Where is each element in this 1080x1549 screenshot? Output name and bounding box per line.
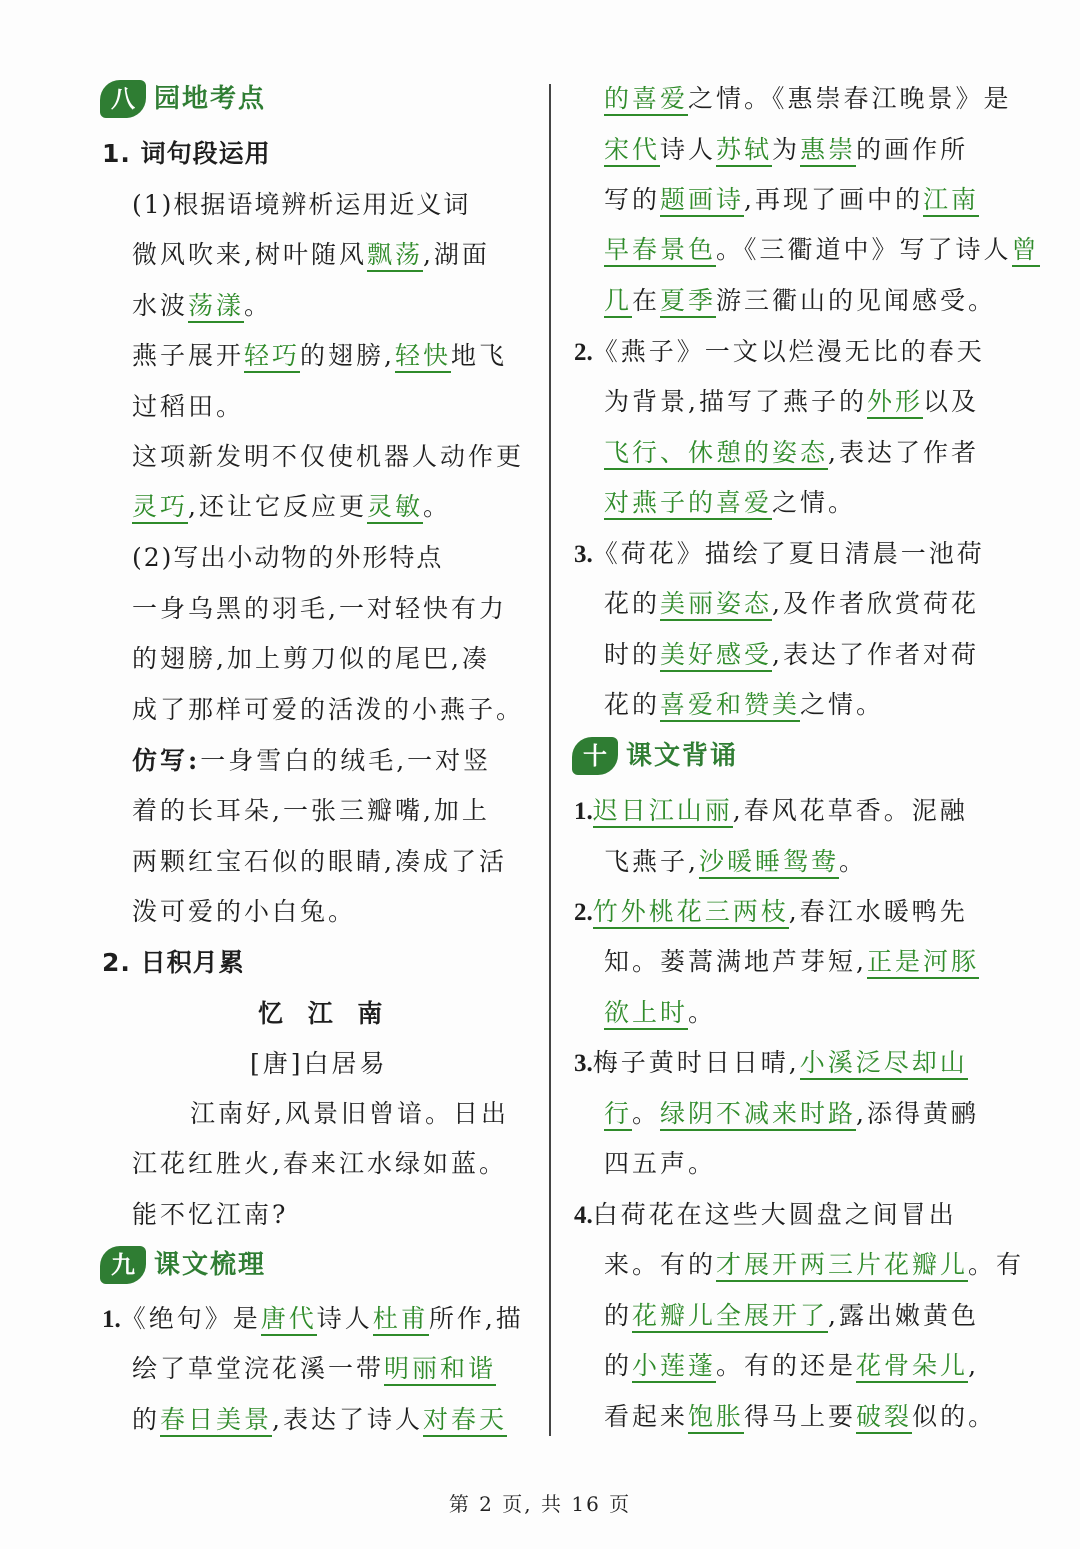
answer-text: 花骨朵儿	[856, 1351, 968, 1383]
text-span: 所作,描	[428, 1304, 524, 1333]
text-span: 之情。	[772, 488, 857, 517]
answer-text: 飘荡	[367, 240, 423, 272]
text-line	[604, 1097, 979, 1131]
text-line	[604, 1349, 979, 1383]
answer-text: 对燕子的喜爱	[604, 488, 772, 520]
text-line: 成了那样可爱的活泼的小燕子。	[132, 695, 525, 724]
poem-line: 江南好,风景旧曾谙。日出	[190, 1099, 509, 1128]
text-line	[604, 233, 1040, 267]
answer-text: 明丽和谐	[384, 1354, 496, 1386]
text-span: ,春江水暖鸭先	[788, 897, 968, 926]
text-span: 的	[132, 1405, 161, 1434]
text-line: 过稻田。	[132, 392, 245, 421]
answer-text: 行	[604, 1099, 632, 1131]
text-span: ,表达了作者对荷	[772, 640, 979, 669]
text-line	[604, 133, 968, 167]
text-line	[102, 1302, 524, 1336]
poem-line: 能不忆江南?	[132, 1200, 289, 1229]
answer-text: 竹外桃花三两枝	[593, 897, 789, 929]
answer-text: 唐代	[261, 1304, 317, 1336]
text-line	[604, 1299, 979, 1333]
column-divider	[549, 84, 551, 1436]
subheading: (2)写出小动物的外形特点	[132, 543, 444, 572]
answer-text: 早春景色	[604, 235, 716, 267]
text-line	[574, 335, 985, 369]
answer-text: 飞行、休憩的姿态	[604, 438, 828, 470]
section-title-9: 课文梳理	[154, 1250, 267, 1280]
text-line	[604, 587, 979, 621]
text-span: 时的	[604, 640, 661, 669]
text-span: ,湖面	[422, 240, 490, 269]
answer-text: 外形	[867, 387, 923, 419]
text-span: 《绝句》是	[120, 1304, 261, 1333]
section-badge-8: 八	[100, 80, 146, 118]
answer-text: 破裂	[856, 1402, 912, 1434]
answer-text: 轻巧	[244, 341, 300, 373]
text-line	[132, 339, 507, 373]
answer-text: 喜爱和赞美	[660, 690, 800, 722]
answer-text: 花瓣儿全展开了	[632, 1301, 828, 1333]
answer-text: 宋代	[604, 135, 660, 167]
text-span: 。	[422, 492, 451, 521]
text-line	[132, 744, 491, 778]
section-badge-9: 九	[100, 1246, 146, 1284]
text-line	[604, 845, 867, 879]
text-span: 。有的还是	[716, 1351, 857, 1380]
text-line	[604, 1400, 996, 1434]
text-span: 微风吹来,树叶随风	[132, 240, 367, 269]
item-number: 1.	[102, 1306, 121, 1333]
text-line	[604, 688, 884, 722]
text-line	[574, 1046, 968, 1080]
text-span: 。《三衢道中》写了诗人	[716, 235, 1012, 264]
text-span: 。	[244, 291, 273, 320]
question-title: 1. 词句段运用	[102, 139, 271, 168]
text-line	[604, 996, 716, 1030]
text-line: 着的长耳朵,一张三瓣嘴,加上	[132, 796, 490, 825]
text-line: 两颗红宝石似的眼睛,凑成了活	[132, 847, 507, 876]
text-line	[604, 82, 1012, 116]
answer-text: 美好感受	[660, 640, 772, 672]
text-span: ,表达了诗人	[272, 1405, 423, 1434]
text-span: 一身雪白的绒毛,一对竖	[200, 746, 492, 775]
answer-text: 荡漾	[188, 291, 244, 323]
poem-title: 忆 江 南	[258, 999, 391, 1028]
text-span: 的	[604, 1301, 633, 1330]
answer-text: 饱胀	[688, 1402, 744, 1434]
text-line	[132, 289, 272, 323]
text-span: 。	[838, 847, 867, 876]
answer-text: 灵敏	[367, 492, 423, 524]
text-line	[604, 385, 979, 419]
text-span: ,	[968, 1351, 980, 1380]
text-line	[132, 1352, 496, 1386]
text-span: 来。有的	[604, 1250, 717, 1279]
text-line	[132, 1403, 507, 1437]
answer-text: 杜甫	[373, 1304, 429, 1336]
answer-text: 的喜爱	[604, 84, 688, 116]
answer-text: 题画诗	[660, 185, 744, 217]
text-line: 一身乌黑的羽毛,一对轻快有力	[132, 594, 507, 623]
answer-text: 灵巧	[132, 492, 188, 524]
section-badge-10: 十	[572, 737, 618, 775]
text-span: 的翅膀,	[300, 341, 395, 370]
text-line	[604, 638, 979, 672]
text-span: 。有	[968, 1250, 1025, 1279]
answer-text: 迟日江山丽	[593, 796, 733, 828]
text-span: 之情。《惠崇春江晚景》是	[688, 84, 1012, 113]
answer-text: 江南	[923, 185, 979, 217]
text-span: 写的	[604, 185, 661, 214]
text-span: 花的	[604, 589, 661, 618]
answer-text: 惠崇	[800, 135, 856, 167]
text-line	[574, 794, 968, 828]
answer-text: 苏轼	[716, 135, 772, 167]
text-line	[574, 537, 985, 571]
item-number: 2.	[574, 339, 593, 366]
item-number: 4.	[574, 1202, 593, 1229]
text-span: 梅子黄时日日晴,	[592, 1048, 800, 1077]
answer-text: 美丽姿态	[660, 589, 772, 621]
text-span: 。	[688, 998, 717, 1027]
answer-text: 夏季	[660, 286, 716, 318]
text-span: 得马上要	[744, 1402, 857, 1431]
text-span: 的画作所	[856, 135, 969, 164]
answer-text: 轻快	[395, 341, 451, 373]
text-span: ,春风花草香。泥融	[732, 796, 968, 825]
text-span: 绘了草堂浣花溪一带	[132, 1354, 385, 1383]
text-span: 诗人	[660, 135, 717, 164]
text-span: 知。蒌蒿满地芦芽短,	[604, 947, 867, 976]
text-span: 诗人	[316, 1304, 373, 1333]
text-line	[574, 1198, 957, 1232]
text-span: 为	[772, 135, 801, 164]
question-title: 2. 日积月累	[102, 948, 245, 977]
text-line	[604, 486, 856, 520]
text-span: 白荷花在这些大圆盘之间冒出	[592, 1200, 957, 1229]
item-number: 3.	[574, 541, 593, 568]
page-footer: 第 2 页, 共 16 页	[448, 1492, 632, 1516]
text-span: 水波	[132, 291, 189, 320]
text-span: 游三衢山的见闻感受。	[716, 286, 997, 315]
subheading: (1)根据语境辨析运用近义词	[132, 190, 471, 219]
answer-text: 对春天	[423, 1405, 507, 1437]
answer-text: 小莲蓬	[632, 1351, 716, 1383]
imitation-label: 仿写:	[132, 746, 201, 775]
text-span: ,添得黄鹂	[856, 1099, 979, 1128]
answer-text: 小溪泛尽却山	[800, 1048, 968, 1080]
text-line	[132, 238, 490, 272]
text-line: 的翅膀,加上剪刀似的尾巴,凑	[132, 644, 490, 673]
text-span: ,再现了画中的	[744, 185, 923, 214]
text-line	[604, 1248, 1024, 1282]
poem-author: [唐]白居易	[250, 1049, 388, 1078]
text-line: 泼可爱的小白兔。	[132, 897, 357, 926]
text-span: 以及	[922, 387, 979, 416]
answer-text: 欲上时	[604, 998, 688, 1030]
text-span: 地飞	[451, 341, 508, 370]
text-line: 四五声。	[604, 1149, 717, 1178]
answer-text: 绿阴不减来时路	[660, 1099, 856, 1131]
answer-text: 春日美景	[160, 1405, 272, 1437]
text-line	[132, 490, 451, 524]
section-title-10: 课文背诵	[626, 741, 739, 771]
text-span: 飞燕子,	[604, 847, 699, 876]
text-span: ,表达了作者	[828, 438, 979, 467]
text-line: 这项新发明不仅使机器人动作更	[132, 442, 525, 471]
text-line	[574, 895, 968, 929]
text-span: 为背景,描写了燕子的	[604, 387, 867, 416]
answer-text: 才展开两三片花瓣儿	[716, 1250, 968, 1282]
text-span: 《燕子》一文以烂漫无比的春天	[592, 337, 985, 366]
answer-text: 正是河豚	[867, 947, 979, 979]
text-span: 之情。	[800, 690, 885, 719]
item-number: 3.	[574, 1050, 593, 1077]
item-number: 1.	[574, 798, 593, 825]
text-line	[604, 183, 979, 217]
text-span: ,及作者欣赏荷花	[772, 589, 979, 618]
poem-line: 江花红胜火,春来江水绿如蓝。	[132, 1149, 507, 1178]
text-span: ,露出嫩黄色	[828, 1301, 979, 1330]
text-span: ,还让它反应更	[188, 492, 367, 521]
text-span: 似的。	[912, 1402, 997, 1431]
answer-text: 几	[604, 286, 632, 318]
text-span: 花的	[604, 690, 661, 719]
section-title-8: 园地考点	[154, 84, 267, 114]
text-line	[604, 436, 979, 470]
text-span: 的	[604, 1351, 633, 1380]
text-line	[604, 284, 996, 318]
answer-text: 曾	[1012, 235, 1040, 267]
text-span: 。	[632, 1099, 661, 1128]
text-span: 在	[632, 286, 661, 315]
answer-text: 沙暖睡鸳鸯	[699, 847, 839, 879]
item-number: 2.	[574, 899, 593, 926]
text-span: 看起来	[604, 1402, 689, 1431]
text-line	[604, 945, 979, 979]
text-span: 燕子展开	[132, 341, 245, 370]
text-span: 《荷花》描绘了夏日清晨一池荷	[592, 539, 985, 568]
